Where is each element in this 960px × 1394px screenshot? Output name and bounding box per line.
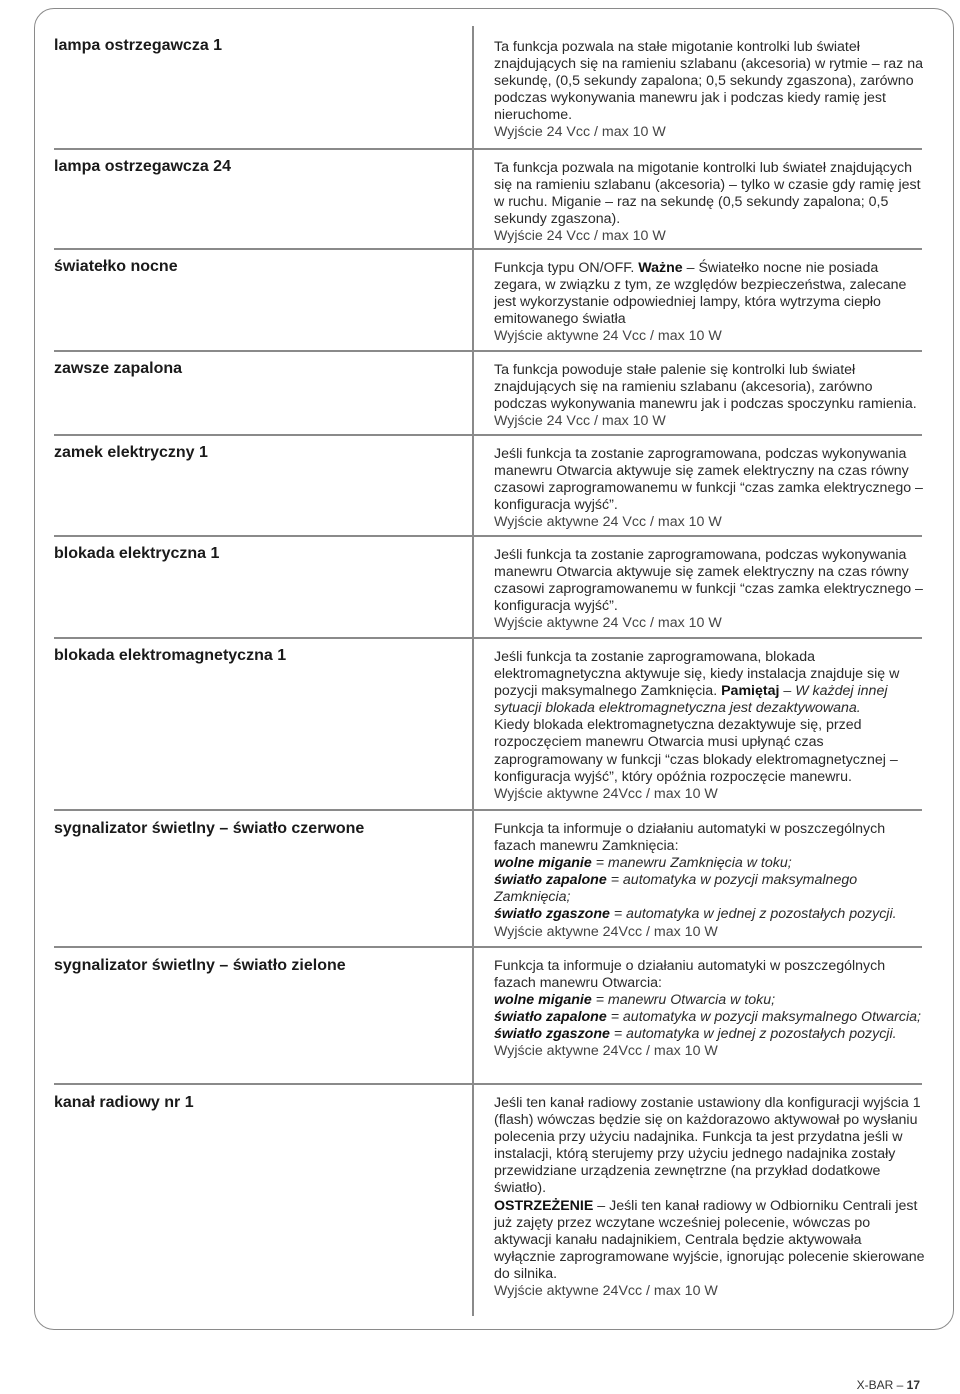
description (494, 821, 926, 941)
desc-text-2: Kiedy blokada elektromagnetyczna dezaktywuje się, przed rozpoczęciem manewru Otwarcia musi upłynąć czas zaprogramowany w funkcji “czas blokady elektromagnetycznej – konfiguracja wyjść”, który opóźnia rozpoczęcie manewru. (494, 717, 898, 785)
important-label: Ważne (638, 260, 683, 276)
output-spec: Wyjście aktywne 24Vcc / max 10 W (494, 923, 718, 940)
term: kanał radiowy nr 1 (54, 1094, 194, 1111)
term: światełko nocne (54, 258, 178, 275)
desc-text: Jeśli ten kanał radiowy zostanie ustawiony dla konfiguracji wyjścia 1 (flash) wówczas będzie się on każdorazowo aktywował po wysłaniu polecenia przy użyciu nadajnika. Funkcja ta jest przydatna jeśli w instalacji, którą sterujemy przy użyciu jednego nadajnika zostały przewidziane urządzenia zewnętrzne (na przykład dodatkowe światło). (494, 1095, 921, 1197)
desc-text: Ta funkcja powoduje stałe palenie się kontrolki lub świateł znajdujących się na ramieniu szlabanu (akcesoria), zarówno podczas wykonywania manewru jak i podczas spoczynku ramienia. (494, 362, 917, 413)
term: zawsze zapalona (54, 360, 183, 377)
output-spec: Wyjście aktywne 24Vcc / max 10 W (494, 785, 718, 802)
row-separator (54, 434, 922, 436)
page-number: 17 (906, 1378, 920, 1392)
output-spec: Wyjście 24 Vcc / max 10 W (494, 228, 666, 245)
output-spec: Wyjście 24 Vcc / max 10 W (494, 413, 666, 430)
description (494, 39, 926, 142)
brand-name: X-BAR (856, 1378, 894, 1392)
column-divider (472, 26, 474, 1316)
output-spec: Wyjście aktywne 24Vcc / max 10 W (494, 1283, 718, 1300)
list-item: światło zapalone = automatyka w pozycji maksymalnego Otwarcia; (494, 1009, 921, 1026)
output-spec: Wyjście 24 Vcc / max 10 W (494, 124, 666, 141)
term: lampa ostrzegawcza 1 (54, 37, 223, 54)
desc-text: Ta funkcja pozwala na migotanie kontrolki lub świateł znajdujących się na ramieniu szlabanu (akcesoria) – tylko w czasie gdy ramię jest w ruchu. Miganie – raz na sekundę (0,5 sekundy zapalona; 0,5 sekundy zgaszona). (494, 160, 921, 228)
desc-text: Jeśli funkcja ta zostanie zaprogramowana, blokada elektromagnetyczna aktywuje się, kiedy instalacja znajduje się w pozycji maksymalnego Zamknięcia. Pamiętaj – W każdej innej sytuacji blokada elektromagnetyczna jest dezaktywowana. (494, 649, 900, 717)
desc-text: Funkcja typu ON/OFF. Ważne – Światełko nocne nie posiada zegara, w związku z tym, ze względów bezpieczeństwa, zalecane jest wykorzystanie odpowiedniej lampy, która wytrzyma ciepło emitowanego światła (494, 260, 907, 328)
term: zamek elektryczny 1 (54, 444, 208, 461)
description (494, 649, 926, 803)
term: sygnalizator świetlny – światło czerwone (54, 820, 365, 837)
list-item: wolne miganie = manewru Zamknięcia w toku; (494, 855, 792, 872)
term: blokada elektromagnetyczna 1 (54, 647, 287, 664)
desc-text: Jeśli funkcja ta zostanie zaprogramowana, podczas wykonywania manewru Otwarcia aktywuje się zamek elektryczny na czas równy czasowi zaprogramowanemu w funkcji “czas zamka elektrycznego – konfiguracja wyjść”. (494, 446, 923, 514)
desc-text: Ta funkcja pozwala na stałe migotanie kontrolki lub świateł znajdujących się na ramieniu szlabanu (akcesoria) w rytmie – raz na sekundę, (0,5 sekundy zapalona; 0,5 sekundy zgaszona), zarówno podczas wykonywania manewru jak i podczas kiedy ramię jest nieruchome. (494, 39, 923, 124)
row-separator (54, 809, 922, 811)
description (494, 446, 926, 531)
term: blokada elektryczna 1 (54, 545, 220, 562)
description (494, 362, 926, 430)
output-spec: Wyjście aktywne 24Vcc / max 10 W (494, 1043, 718, 1060)
list-item: światło zgaszone = automatyka w jednej z pozostałych pozycji. (494, 906, 897, 923)
row-separator (54, 148, 922, 150)
page-footer: X-BAR – 17 (856, 1378, 920, 1392)
term: lampa ostrzegawcza 24 (54, 158, 231, 175)
output-spec: Wyjście aktywne 24 Vcc / max 10 W (494, 328, 722, 345)
list-item: wolne miganie = manewru Otwarcia w toku; (494, 992, 776, 1009)
description (494, 1095, 926, 1300)
desc-intro: Funkcja ta informuje o działaniu automatyki w poszczególnych fazach manewru Zamknięcia: (494, 821, 886, 855)
warning-label: OSTRZEŻENIE (494, 1197, 594, 1214)
row-separator (54, 535, 922, 537)
row-separator (54, 946, 922, 948)
remember-label: Pamiętaj (721, 683, 780, 700)
row-separator (54, 637, 922, 639)
row-separator (54, 1083, 922, 1085)
description (494, 547, 926, 632)
term: sygnalizator świetlny – światło zielone (54, 957, 346, 974)
row-separator (54, 248, 922, 250)
list-item: światło zgaszone = automatyka w jednej z pozostałych pozycji. (494, 1026, 897, 1043)
output-spec: Wyjście aktywne 24 Vcc / max 10 W (494, 615, 722, 632)
description (494, 958, 926, 1061)
desc-text: Jeśli funkcja ta zostanie zaprogramowana, podczas wykonywania manewru Otwarcia aktywuje się zamek elektryczny na czas równy czasowi zaprogramowanemu w funkcji “czas zamka elektrycznego – konfiguracja wyjść”. (494, 547, 923, 615)
list-item: światło zapalone = automatyka w pozycji maksymalnego Zamknięcia; (494, 872, 858, 906)
output-spec: Wyjście aktywne 24 Vcc / max 10 W (494, 514, 722, 531)
desc-text-2: OSTRZEŻENIE – Jeśli ten kanał radiowy w Odbiorniku Centrali jest już zajęty przez wczytane wcześniej polecenie, wówczas po aktywacji kanału nadajnikiem, Centrala będzie aktywowała wyłącznie zaprogramowane wyjście, ignorując polecenie skierowane do silnika. (494, 1197, 925, 1282)
desc-intro: Funkcja ta informuje o działaniu automatyki w poszczególnych fazach manewru Otwarcia: (494, 958, 886, 992)
row-separator (54, 350, 922, 352)
description (494, 260, 926, 345)
description (494, 160, 926, 245)
